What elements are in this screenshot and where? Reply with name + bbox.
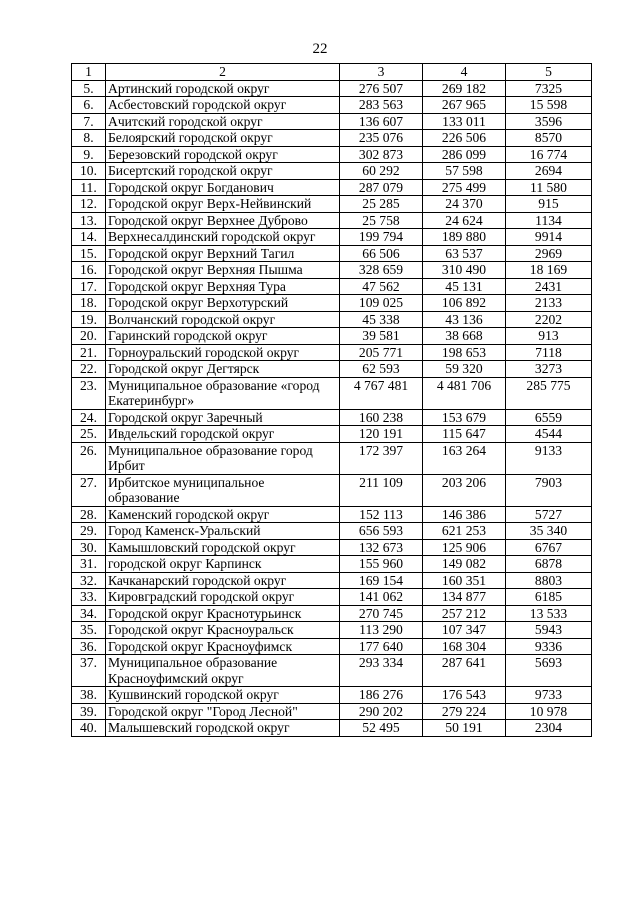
column-4-cell: 115 647 <box>423 426 506 443</box>
column-3-cell: 25 285 <box>340 196 423 213</box>
municipality-name-cell: Городской округ Верхотурский <box>106 295 340 312</box>
column-4-cell: 198 653 <box>423 344 506 361</box>
row-number-cell: 31. <box>72 556 106 573</box>
row-number-cell: 37. <box>72 655 106 687</box>
municipality-name-cell: Муниципальное образование Красноуфимский округ <box>106 655 340 687</box>
table-body <box>72 64 592 737</box>
column-3-cell: 113 290 <box>340 622 423 639</box>
municipality-name-cell: Городской округ Дегтярск <box>106 361 340 378</box>
table-row <box>72 655 592 687</box>
table-row <box>72 605 592 622</box>
table-row <box>72 556 592 573</box>
municipality-name-cell: Город Каменск-Уральский <box>106 523 340 540</box>
table-row <box>72 295 592 312</box>
municipality-name-cell: Городской округ Верхнее Дуброво <box>106 212 340 229</box>
column-4-cell: 146 386 <box>423 506 506 523</box>
column-4-cell: 160 351 <box>423 572 506 589</box>
municipality-name-cell: Муниципальное образование город Ирбит <box>106 442 340 474</box>
table-row <box>72 377 592 409</box>
table-row <box>72 146 592 163</box>
header-row <box>72 64 592 81</box>
row-number-cell: 27. <box>72 474 106 506</box>
row-number-cell: 32. <box>72 572 106 589</box>
column-4-cell: 4 481 706 <box>423 377 506 409</box>
column-4-cell: 107 347 <box>423 622 506 639</box>
column-4-cell: 189 880 <box>423 229 506 246</box>
column-3-cell: 66 506 <box>340 245 423 262</box>
table-row <box>72 361 592 378</box>
column-5-cell: 15 598 <box>506 97 592 114</box>
column-4-cell: 163 264 <box>423 442 506 474</box>
municipality-name-cell: Ирбитское муниципальное образование <box>106 474 340 506</box>
table-row <box>72 113 592 130</box>
table-row <box>72 212 592 229</box>
row-number-cell: 16. <box>72 262 106 279</box>
column-3-cell: 328 659 <box>340 262 423 279</box>
column-4-cell: 621 253 <box>423 523 506 540</box>
municipality-name-cell: Камышловский городской округ <box>106 539 340 556</box>
column-5-cell: 11 580 <box>506 179 592 196</box>
column-3-cell: 287 079 <box>340 179 423 196</box>
column-5-cell: 913 <box>506 328 592 345</box>
municipality-name-cell: Гаринский городской округ <box>106 328 340 345</box>
table-row <box>72 506 592 523</box>
column-3-cell: 205 771 <box>340 344 423 361</box>
table-row <box>72 622 592 639</box>
row-number-cell: 34. <box>72 605 106 622</box>
column-4-cell: 106 892 <box>423 295 506 312</box>
column-4-cell: 59 320 <box>423 361 506 378</box>
column-4-cell: 203 206 <box>423 474 506 506</box>
municipality-name-cell: Малышевский городской округ <box>106 720 340 737</box>
table-row <box>72 589 592 606</box>
table-row <box>72 245 592 262</box>
row-number-cell: 15. <box>72 245 106 262</box>
column-3-cell: 39 581 <box>340 328 423 345</box>
column-3-cell: 141 062 <box>340 589 423 606</box>
municipality-name-cell: Городской округ Заречный <box>106 409 340 426</box>
row-number-cell: 10. <box>72 163 106 180</box>
column-4-cell: 24 624 <box>423 212 506 229</box>
row-number-cell: 14. <box>72 229 106 246</box>
column-5-cell: 6878 <box>506 556 592 573</box>
table-row <box>72 328 592 345</box>
table-row <box>72 344 592 361</box>
municipality-name-cell: Волчанский городской округ <box>106 311 340 328</box>
table-row <box>72 97 592 114</box>
column-4-cell: 287 641 <box>423 655 506 687</box>
row-number-cell: 40. <box>72 720 106 737</box>
column-3-cell: 152 113 <box>340 506 423 523</box>
column-3-cell: 60 292 <box>340 163 423 180</box>
column-3-cell: 62 593 <box>340 361 423 378</box>
column-5-cell: 8570 <box>506 130 592 147</box>
column-3-cell: 235 076 <box>340 130 423 147</box>
column-5-cell: 9733 <box>506 687 592 704</box>
row-number-cell: 22. <box>72 361 106 378</box>
table-row <box>72 572 592 589</box>
column-3-cell: 120 191 <box>340 426 423 443</box>
column-4-cell: 45 131 <box>423 278 506 295</box>
municipality-name-cell: Артинский городской округ <box>106 80 340 97</box>
column-4-cell: 176 543 <box>423 687 506 704</box>
column-5-cell: 285 775 <box>506 377 592 409</box>
row-number-cell: 29. <box>72 523 106 540</box>
row-number-cell: 21. <box>72 344 106 361</box>
column-3-cell: 172 397 <box>340 442 423 474</box>
municipality-name-cell: Городской округ Красноуральск <box>106 622 340 639</box>
column-3-cell: 52 495 <box>340 720 423 737</box>
table-row <box>72 196 592 213</box>
column-3-cell: 155 960 <box>340 556 423 573</box>
row-number-cell: 9. <box>72 146 106 163</box>
municipality-name-cell: Белоярский городской округ <box>106 130 340 147</box>
table-row <box>72 278 592 295</box>
row-number-cell: 36. <box>72 638 106 655</box>
row-number-cell: 12. <box>72 196 106 213</box>
row-number-cell: 25. <box>72 426 106 443</box>
column-5-cell: 1134 <box>506 212 592 229</box>
municipality-name-cell: Городской округ Краснотурьинск <box>106 605 340 622</box>
row-number-cell: 11. <box>72 179 106 196</box>
table-row <box>72 720 592 737</box>
column-5-cell: 9133 <box>506 442 592 474</box>
column-4-cell: 43 136 <box>423 311 506 328</box>
column-3-cell: 276 507 <box>340 80 423 97</box>
column-4-cell: 134 877 <box>423 589 506 606</box>
column-3-cell: 169 154 <box>340 572 423 589</box>
municipality-name-cell: Качканарский городской округ <box>106 572 340 589</box>
column-3-cell: 160 238 <box>340 409 423 426</box>
column-4-cell: 57 598 <box>423 163 506 180</box>
column-3-cell: 177 640 <box>340 638 423 655</box>
table-row <box>72 179 592 196</box>
header-cell: 1 <box>72 64 106 81</box>
municipality-name-cell: Березовский городской округ <box>106 146 340 163</box>
table-row <box>72 638 592 655</box>
column-5-cell: 915 <box>506 196 592 213</box>
row-number-cell: 6. <box>72 97 106 114</box>
column-4-cell: 267 965 <box>423 97 506 114</box>
municipality-name-cell: Муниципальное образование «город Екатеринбург» <box>106 377 340 409</box>
municipality-name-cell: Кушвинский городской округ <box>106 687 340 704</box>
table-row <box>72 474 592 506</box>
municipality-name-cell: Бисертский городской округ <box>106 163 340 180</box>
page-number: 22 <box>312 41 328 57</box>
column-5-cell: 5693 <box>506 655 592 687</box>
table-row <box>72 426 592 443</box>
column-4-cell: 125 906 <box>423 539 506 556</box>
column-3-cell: 25 758 <box>340 212 423 229</box>
row-number-cell: 7. <box>72 113 106 130</box>
column-5-cell: 2304 <box>506 720 592 737</box>
column-5-cell: 6185 <box>506 589 592 606</box>
column-4-cell: 257 212 <box>423 605 506 622</box>
column-5-cell: 10 978 <box>506 703 592 720</box>
municipality-name-cell: Городской округ Красноуфимск <box>106 638 340 655</box>
column-3-cell: 4 767 481 <box>340 377 423 409</box>
column-3-cell: 132 673 <box>340 539 423 556</box>
municipality-name-cell: Городской округ Верх-Нейвинский <box>106 196 340 213</box>
column-5-cell: 3273 <box>506 361 592 378</box>
column-5-cell: 35 340 <box>506 523 592 540</box>
row-number-cell: 38. <box>72 687 106 704</box>
municipality-name-cell: Городской округ Верхняя Пышма <box>106 262 340 279</box>
column-5-cell: 3596 <box>506 113 592 130</box>
table-row <box>72 130 592 147</box>
column-3-cell: 290 202 <box>340 703 423 720</box>
column-3-cell: 270 745 <box>340 605 423 622</box>
row-number-cell: 24. <box>72 409 106 426</box>
table-row <box>72 409 592 426</box>
row-number-cell: 19. <box>72 311 106 328</box>
column-5-cell: 2969 <box>506 245 592 262</box>
municipality-name-cell: Городской округ Богданович <box>106 179 340 196</box>
column-4-cell: 226 506 <box>423 130 506 147</box>
column-4-cell: 286 099 <box>423 146 506 163</box>
column-4-cell: 310 490 <box>423 262 506 279</box>
column-3-cell: 47 562 <box>340 278 423 295</box>
column-3-cell: 293 334 <box>340 655 423 687</box>
municipality-name-cell: Каменский городской округ <box>106 506 340 523</box>
column-3-cell: 109 025 <box>340 295 423 312</box>
table-row <box>72 262 592 279</box>
table-row <box>72 163 592 180</box>
column-5-cell: 16 774 <box>506 146 592 163</box>
row-number-cell: 17. <box>72 278 106 295</box>
column-5-cell: 5943 <box>506 622 592 639</box>
column-5-cell: 4544 <box>506 426 592 443</box>
column-5-cell: 2431 <box>506 278 592 295</box>
row-number-cell: 8. <box>72 130 106 147</box>
column-3-cell: 199 794 <box>340 229 423 246</box>
column-5-cell: 8803 <box>506 572 592 589</box>
column-4-cell: 279 224 <box>423 703 506 720</box>
table-row <box>72 311 592 328</box>
table-row <box>72 80 592 97</box>
table-row <box>72 539 592 556</box>
column-3-cell: 302 873 <box>340 146 423 163</box>
column-3-cell: 211 109 <box>340 474 423 506</box>
row-number-cell: 23. <box>72 377 106 409</box>
column-4-cell: 153 679 <box>423 409 506 426</box>
row-number-cell: 39. <box>72 703 106 720</box>
column-4-cell: 50 191 <box>423 720 506 737</box>
column-5-cell: 2202 <box>506 311 592 328</box>
row-number-cell: 18. <box>72 295 106 312</box>
column-5-cell: 18 169 <box>506 262 592 279</box>
row-number-cell: 33. <box>72 589 106 606</box>
row-number-cell: 5. <box>72 80 106 97</box>
row-number-cell: 28. <box>72 506 106 523</box>
column-5-cell: 7903 <box>506 474 592 506</box>
municipality-name-cell: Городской округ Верхняя Тура <box>106 278 340 295</box>
column-5-cell: 7325 <box>506 80 592 97</box>
column-4-cell: 38 668 <box>423 328 506 345</box>
column-4-cell: 269 182 <box>423 80 506 97</box>
municipality-name-cell: Городской округ "Город Лесной" <box>106 703 340 720</box>
row-number-cell: 35. <box>72 622 106 639</box>
municipality-name-cell: Ачитский городской округ <box>106 113 340 130</box>
data-table <box>71 63 592 737</box>
header-cell: 4 <box>423 64 506 81</box>
column-4-cell: 275 499 <box>423 179 506 196</box>
table-row <box>72 687 592 704</box>
column-5-cell: 7118 <box>506 344 592 361</box>
column-4-cell: 133 011 <box>423 113 506 130</box>
column-5-cell: 6559 <box>506 409 592 426</box>
municipality-name-cell: Верхнесалдинский городской округ <box>106 229 340 246</box>
municipality-name-cell: городской округ Карпинск <box>106 556 340 573</box>
column-5-cell: 2694 <box>506 163 592 180</box>
column-5-cell: 2133 <box>506 295 592 312</box>
column-3-cell: 45 338 <box>340 311 423 328</box>
header-cell: 3 <box>340 64 423 81</box>
column-3-cell: 283 563 <box>340 97 423 114</box>
column-3-cell: 186 276 <box>340 687 423 704</box>
municipality-name-cell: Ивдельский городской округ <box>106 426 340 443</box>
header-cell: 2 <box>106 64 340 81</box>
column-5-cell: 6767 <box>506 539 592 556</box>
row-number-cell: 13. <box>72 212 106 229</box>
column-5-cell: 13 533 <box>506 605 592 622</box>
column-3-cell: 656 593 <box>340 523 423 540</box>
table-row <box>72 703 592 720</box>
municipality-name-cell: Асбестовский городской округ <box>106 97 340 114</box>
header-cell: 5 <box>506 64 592 81</box>
municipality-name-cell: Горноуральский городской округ <box>106 344 340 361</box>
column-5-cell: 9914 <box>506 229 592 246</box>
row-number-cell: 30. <box>72 539 106 556</box>
municipality-name-cell: Кировградский городской округ <box>106 589 340 606</box>
column-5-cell: 9336 <box>506 638 592 655</box>
column-4-cell: 168 304 <box>423 638 506 655</box>
table-row <box>72 229 592 246</box>
column-3-cell: 136 607 <box>340 113 423 130</box>
row-number-cell: 26. <box>72 442 106 474</box>
row-number-cell: 20. <box>72 328 106 345</box>
column-5-cell: 5727 <box>506 506 592 523</box>
column-4-cell: 24 370 <box>423 196 506 213</box>
municipality-name-cell: Городской округ Верхний Тагил <box>106 245 340 262</box>
column-4-cell: 63 537 <box>423 245 506 262</box>
column-4-cell: 149 082 <box>423 556 506 573</box>
table-row <box>72 523 592 540</box>
table-row <box>72 442 592 474</box>
